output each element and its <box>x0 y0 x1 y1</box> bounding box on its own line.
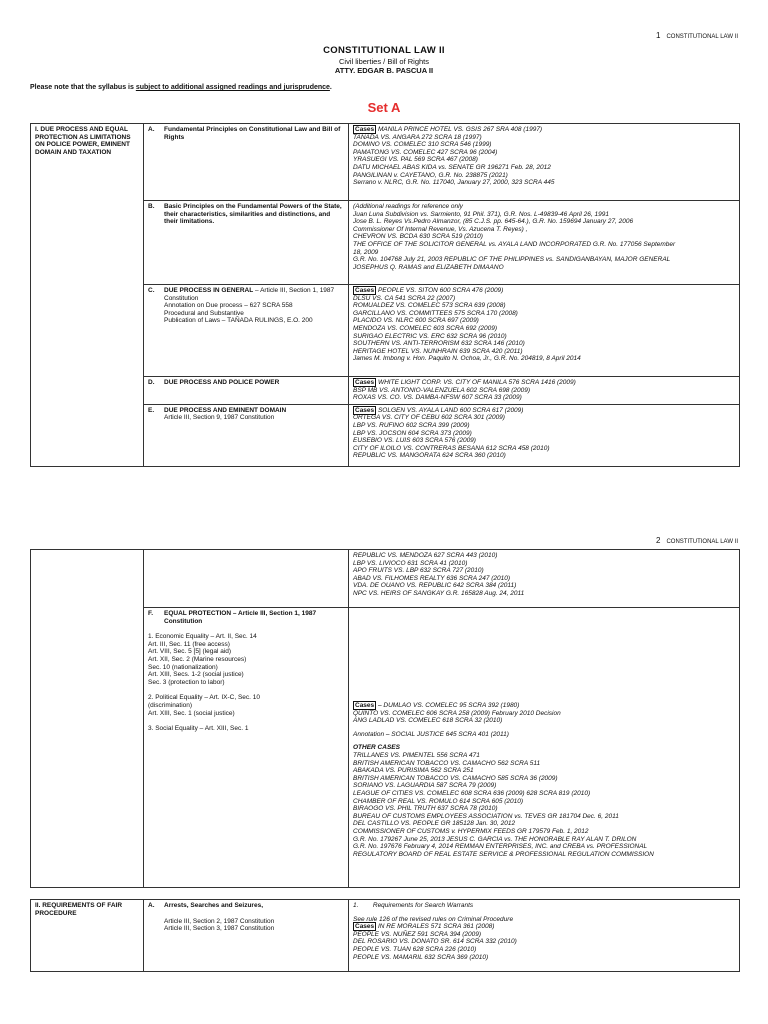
document-subtitle: Civil liberties / Bill of Rights <box>338 57 430 66</box>
syllabus-table-page1 <box>30 123 740 467</box>
section-ii-title: II. REQUIREMENTS OF FAIR PROCEDURE <box>31 900 144 972</box>
topic-e-cases: Cases SOLGEN VS. AYALA LAND 600 SCRA 617 (2009) ORTEGA VS. CITY OF CEBU 602 SCRA 301 (2009) LBP VS. RUFINO 602 SCRA 399 (2009) LBP VS. JOCSON 604 SCRA 373 (2009) EUSEBIO VS. LUIS 603 SCRA 576 (2009) CITY OF ILOILO VS. CONTRERAS BESANA 612 SCRA 458 (2010) REPUBLIC VS. MANGORATA 624 SCRA 360 (2010) <box>349 404 740 466</box>
document-title: CONSTITUTIONAL LAW II <box>323 45 445 56</box>
page-number: 1 CONSTITUTIONAL LAW II <box>655 31 738 40</box>
political-equality: 2. Political Equality – Art. IX-C, Sec. 10 (discrimination) Art. XIII, Sec. 1 (social justice) <box>148 694 260 717</box>
document-author: ATTY. EDGAR B. PASCUA II <box>334 66 434 75</box>
syllabus-note: Please note that the syllabus is subject to additional assigned readings and jurisprudence. <box>30 84 332 91</box>
section-i-title: I. DUE PROCESS AND EQUAL PROTECTION AS LIMITATIONS ON POLICE POWER, EMINENT DOMAIN AND TAXATION <box>31 124 144 467</box>
topic-arrests: A. Arrests, Searches and Seizures, Article III, Section 2, 1987 Constitution Article III, Section 3, 1987 Constitution <box>144 900 349 972</box>
topic-a-cases: Cases MANILA PRINCE HOTEL VS. GSIS 267 SRA 408 (1997) TAÑADA VS. ANGARA 272 SCRA 18 (1997) DOMINO VS. COMELEC 310 SCRA 546 (1999) PAMATONG VS. COMELEC 427 SCRA 96 (2004) YRASUEGI VS. PAL 569 SCRA 467 (2008) DATU MICHAEL ABAS KIDA vs. SENATE GR 196271 Feb. 28, 2012 PANGILINAN v. CAYETANO, G.R. No. 238875 (2021) Serrano v. NLRC, G.R. No. 117040, January 27, 2000, 323 SCRA 445 <box>349 124 740 201</box>
topic-e-continued <box>144 550 349 608</box>
topic-arrests-cases: 1. Requirements for Search Warrants See rule 126 of the revised rules on Criminal Procedure Cases IN RE MORALES 571 SCRA 361 (2008) PEOPLE VS. NUÑEZ 591 SCRA 394 (2009) DEL ROSARIO VS. DONATO SR. 614 SCRA 332 (2010) PEOPLE VS. TUAN 628 SCRA 226 (2010) PEOPLE VS. MAMARIL 632 SCRA 369 (2010) <box>349 900 740 972</box>
social-equality: 3. Social Equality – Art. XIII, Sec. 1 <box>148 725 249 733</box>
syllabus-table-page2 <box>30 549 740 888</box>
topic-b: B. Basic Principles on the Fundamental Powers of the State, their characteristics, similarities and distinctions, and their limitations. <box>144 201 349 285</box>
topic-a: A. Fundamental Principles on Constitutional Law and Bill of Rights <box>144 124 349 201</box>
topic-e-cases-continued: REPUBLIC VS. MENDOZA 627 SCRA 443 (2010) LBP VS. LIVIOCO 631 SCRA 41 (2010) APO FRUITS VS. LBP 632 SCRA 727 (2010) ABAD VS. FILHOMES REALTY 636 SCRA 247 (2010) VDA. DE OUANO VS. REPUBLIC 642 SCRA 384 (2011) NPC VS. HEIRS OF SANGKAY G.R. 165828 Aug. 24, 2011 <box>349 550 740 608</box>
topic-c: C. DUE PROCESS IN GENERAL – Article III, Section 1, 1987 Constitution Annotation on Due process – 627 SCRA 558 Procedural and Substantive Publication of Laws – TAÑADA RULINGS, E.O. 200 <box>144 285 349 377</box>
topic-e: E. DUE PROCESS AND EMINENT DOMAIN Article III, Section 9, 1987 Constitution <box>144 404 349 466</box>
topic-b-readings: (Additional readings for reference only Juan Luna Subdivision vs. Sarmiento, 91 Phil. 371), G.R. Nos. L-49839-46 April 26, 1991 Jose B. L. Reyes Vs.Pedro Almanzor, (85 C.J.S. pp. 645-64.), G.R. No. 159694 January 27, 2006 Commissioner Of Internal Revenue, Vs. Azucena T. Reyes) , CHEVRON VS. BCDA 630 SCRA 519 (2010) THE OFFICE OF THE SOLICITOR GENERAL vs. AYALA LAND INCORPORATED G.R. No. 177056 September 18, 2009 G.R. No. 104768 July 21, 2003 REPUBLIC OF THE PHILIPPINES vs. SANDIGANBAYAN, MAJOR GENERAL JOSEPHUS Q. RAMAS and ELIZABETH DIMAANO <box>349 201 740 285</box>
economic-equality: 1. Economic Equality – Art. II, Sec. 14 Art. III, Sec. 11 (free access) Art. VIII, Sec. 5 [5] (legal aid) Art. XII, Sec. 2 (Marine resources) Sec. 10 (nationalization) Art. XIII, Secs. 1-2 (social justice) Sec. 3 (protection to labor) <box>148 633 257 686</box>
syllabus-table-section-ii <box>30 899 740 972</box>
topic-d-cases: Cases WHITE LIGHT CORP. VS. CITY OF MANILA 576 SCRA 1416 (2009) BSP MB VS. ANTONIO-VALENZUELA 602 SCRA 698 (2009) ROXAS VS. CO. VS. DAMBA-NFSW 607 SCRA 33 (2009) <box>349 377 740 405</box>
section-i-continued <box>31 550 144 888</box>
topic-f: F. EQUAL PROTECTION – Article III, Section 1, 1987 Constitution 1. Economic Equality – Art. II, Sec. 14 Art. III, Sec. 11 (free access) Art. VIII, Sec. 5 [5] (legal aid) Art. XII, Sec. 2 (Marine resources) Sec. 10 (nationalization) Art. XIII, Secs. 1-2 (social justice) Sec. 3 (protection to labor) 2. Political Equality – Art. IX-C, Sec. 10 (discrimination) Art. XIII, Sec. 1 (social justice) 3. Social Equality – Art. XIII, Sec. 1 <box>144 608 349 888</box>
topic-f-cases: Cases – DUMLAO VS. COMELEC 95 SCRA 392 (1980) QUINTO VS. COMELEC 606 SCRA 258 (2009) February 2010 Decision ANG LADLAD VS. COMELEC 618 SCRA 32 (2010) Annotation – SOCIAL JUSTICE 645 SCRA 401 (2011) OTHER CASES TRILLANES VS. PIMENTEL 556 SCRA 471 BRITISH AMERICAN TOBACCO VS. CAMACHO 562 SCRA 511 ABAKADA VS. PURISIMA 562 SCRA 251 BRITISH AMERICAN TOBACCO VS. CAMACHO 585 SCRA 36 (2009) SORIANO VS. LAGUARDIA 587 SCRA 79 (2009) LEAGUE OF CITIES VS. COMELEC 608 SCRA 636 (2009) 628 SCRA 819 (2010) CHAMBER OF REAL VS. ROMULO 614 SCRA 605 (2010) BIRAOGO VS. PHIL TRUTH 637 SCRA 78 (2010) BUREAU OF CUSTOMS EMPLOYEES ASSOCIATION vs. TEVES GR 181704 Dec. 6, 2011 DEL CASTILLO VS. PEOPLE GR 185128 Jan. 30, 2012 COMMISSIONER OF CUSTOMS v. HYPERMIX FEEDS GR 179579 Feb. 1, 2012 G.R. No. 179267 June 25, 2013 JESUS C. GARCIA vs. THE HONORABLE RAY ALAN T. DRILON G.R. No. 197676 February 4, 2014 REMMAN ENTERPRISES, INC. and CREBA vs. PROFESSIONAL REGULATORY BOARD OF REAL ESTATE SERVICE & PROFESSIONAL REGULATION COMMISSION <box>349 608 740 888</box>
topic-c-cases: Cases PEOPLE VS. SITON 600 SCRA 476 (2009) DLSU VS. CA 541 SCRA 22 (2007) ROMUALDEZ VS. COMELEC 573 SCRA 639 (2008) GARCILLANO VS. COMMITTEES 575 SCRA 170 (2008) PLACIDO VS. NLRC 600 SCRA 697 (2009) MENDOZA VS. COMELEC 603 SCRA 692 (2009) SURIGAO ELECTRIC VS. ERC 632 SCRA 96 (2010) SOUTHERN VS. ANTI-TERRORISM 632 SCRA 146 (2010) HERITAGE HOTEL VS. NUNHRAIN 639 SCRA 420 (2011) James M. Imbong v. Hon. Paquito N. Ochoa, Jr., G.R. No. 204819, 8 April 2014 <box>349 285 740 377</box>
topic-d: D. DUE PROCESS AND POLICE POWER <box>144 377 349 405</box>
page-number-2: 2 CONSTITUTIONAL LAW II <box>655 536 738 545</box>
set-label: Set A <box>367 100 401 115</box>
